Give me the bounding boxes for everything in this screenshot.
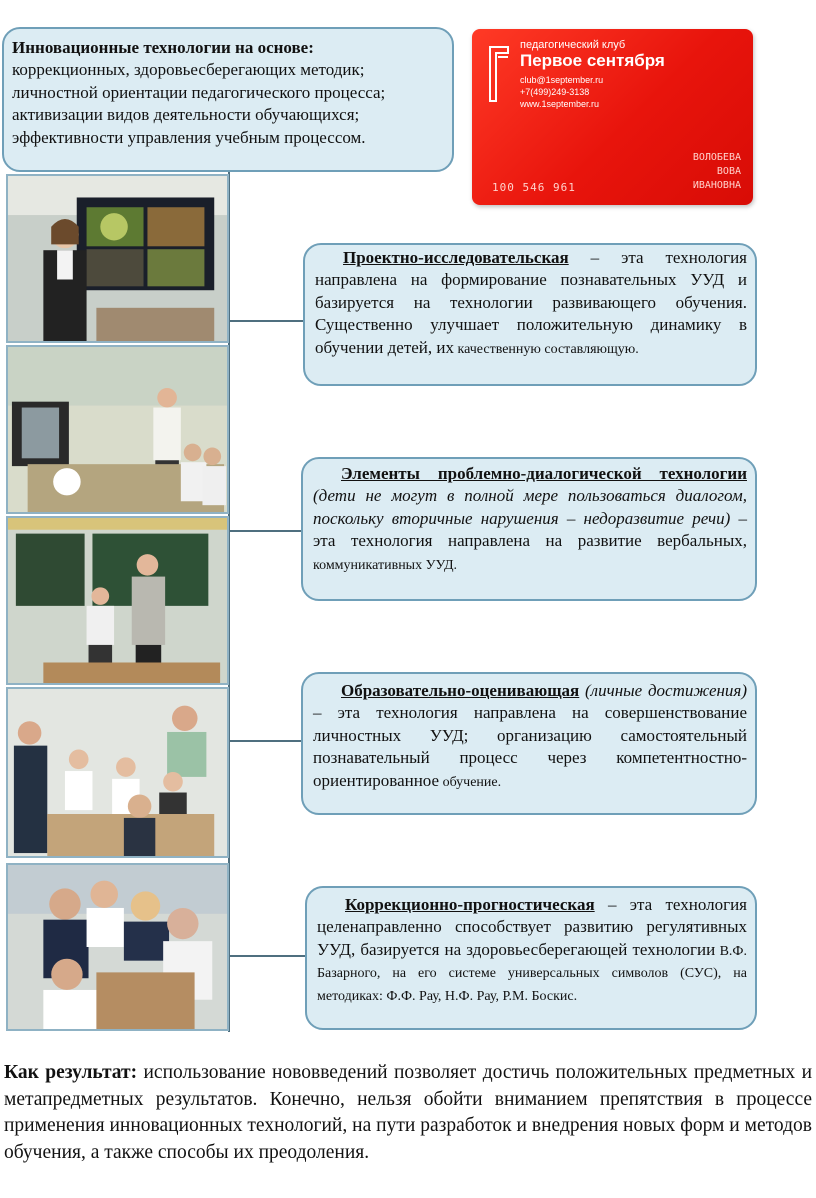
tech-text: – эта технология направлена на формирование познавательных УУД и базируется на технологии развивающего обучения. Существенно улучшает положительную динамику в обучении детей, их xyxy=(315,248,747,357)
connector-line xyxy=(230,740,302,742)
intro-title: Инновационные технологии на основе: xyxy=(12,38,314,57)
tech-title: Образовательно-оценивающая xyxy=(341,681,580,700)
intro-line: активизации видов деятельности обучающихся; xyxy=(12,105,360,125)
classroom-photo-3 xyxy=(6,516,229,685)
tech-text-italic: (личные достижения) xyxy=(579,681,747,700)
classroom-photo-1 xyxy=(6,174,229,343)
tech-box-correction xyxy=(305,886,757,1030)
card-email: club@1september.ru xyxy=(520,75,604,85)
tech-text-small: обучение. xyxy=(439,774,502,790)
tech-title: Коррекционно-прогностическая xyxy=(345,895,595,914)
card-phone: +7(499)249-3138 xyxy=(520,87,590,97)
card-owner xyxy=(693,151,741,193)
intro-line: личностной ориентации педагогического процесса; xyxy=(12,82,386,102)
tech-text-small: коммуникативных УУД. xyxy=(313,557,458,573)
result-label: Как результат: xyxy=(4,1062,138,1083)
tech-text-small: качественную составляющую. xyxy=(454,341,639,357)
card-site: www.1september.ru xyxy=(520,99,600,109)
card-club-label: педагогический клуб xyxy=(520,39,626,51)
club-logo-icon xyxy=(486,43,514,105)
tech-title: Проектно-исследовательская xyxy=(343,248,569,267)
tech-text-italic: (дети не могут в полной мере пользоваться диалогом, поскольку вторичные нарушения – недоразвитие речи) xyxy=(313,486,747,528)
classroom-photo-4 xyxy=(6,687,229,858)
club-card-image xyxy=(472,29,753,205)
card-number: 100 546 961 xyxy=(492,181,576,194)
connector-line xyxy=(230,530,302,532)
card-owner-line: ИВАНОВНА xyxy=(692,180,741,191)
tech-box-assessment xyxy=(301,672,757,815)
connector-line xyxy=(230,320,304,322)
tech-text-small: В.Ф. Базарного, на его системе универсальных символов (СУС), на методиках: Ф.Ф. Рау, Н.Ф. Рау, Р.М. Боскис. xyxy=(317,943,747,1004)
card-owner-line: ВОЛОБЕВА xyxy=(692,152,741,163)
card-owner-line: ВОВА xyxy=(716,166,741,177)
card-contacts xyxy=(520,74,603,110)
intro-box xyxy=(2,27,454,172)
intro-line: эффективности управления учебным процессом. xyxy=(12,127,366,147)
classroom-photo-5 xyxy=(6,863,229,1031)
tech-box-project-research xyxy=(303,243,757,386)
tech-text: – эта технология направлена на развитие вербальных, xyxy=(313,508,747,551)
result-paragraph xyxy=(4,1060,812,1166)
tech-text: – эта технология целенаправленно способствует развитию регулятивных УУД, базируется на здоровьесберегающей технологии xyxy=(317,895,747,959)
result-text: использование нововведений позволяет достичь положительных предметных и метапредметных результатов. Конечно, нельзя обойти вниманием препятствия в процессе применения инновационных технологий, на пути разработок и внедрения новых форм и методов обучения, а также способы их преодоления. xyxy=(4,1062,812,1163)
classroom-photo-2 xyxy=(6,345,229,514)
tech-box-problem-dialog xyxy=(301,457,757,601)
intro-line: коррекционных, здоровьесберегающих методик; xyxy=(12,60,365,80)
tech-text: – эта технология направлена на совершенствование личностных УУД; организацию самостоятельный познавательный процесс через компетентностно-ориентированное xyxy=(313,703,747,790)
connector-line xyxy=(230,955,306,957)
card-club-name: Первое сентября xyxy=(520,51,665,70)
tech-title: Элементы проблемно-диалогической технологии xyxy=(341,464,747,483)
